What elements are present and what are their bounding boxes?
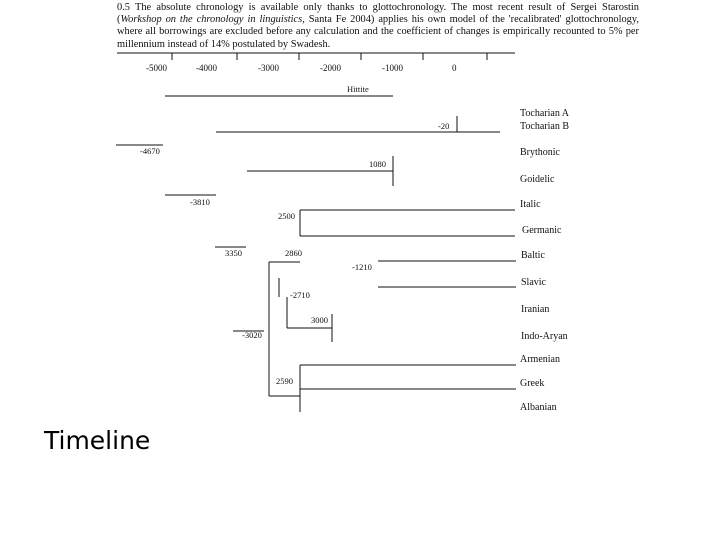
- axis-label: -2000: [320, 63, 341, 73]
- slide-caption: Timeline: [44, 426, 151, 455]
- language-label: Greek: [520, 378, 545, 389]
- hittite-label: Hittite: [347, 84, 369, 94]
- node-label: -3020: [242, 330, 262, 340]
- node-label: 2590: [276, 376, 293, 386]
- node-label: -1210: [352, 262, 372, 272]
- paragraph-italic-title: Workshop on the chronology in linguistics: [120, 14, 303, 26]
- node-label: 2500: [278, 211, 295, 221]
- node-label: -2710: [290, 290, 310, 300]
- language-label: Goidelic: [520, 174, 555, 185]
- node-label: 2860: [285, 248, 302, 258]
- axis-label: 0: [452, 63, 457, 73]
- language-label: Armenian: [520, 354, 560, 365]
- node-label: 3350: [225, 248, 242, 258]
- language-label: Albanian: [520, 402, 557, 413]
- paragraph-text-part-2: , Santa Fe 2004) applies his own model of the 'recalibrated' glottochronology, where all borrowings are excluded before any calculation and the coefficient of changes is empirically recounted to 5% per millennium instead of 14% postulated by Swadesh.: [117, 14, 639, 50]
- axis-label: -1000: [382, 63, 403, 73]
- language-label: Indo-Aryan: [521, 331, 568, 342]
- language-label: Brythonic: [520, 147, 560, 158]
- node-label: -3810: [190, 197, 210, 207]
- node-label: 3000: [311, 315, 328, 325]
- language-label: Germanic: [522, 225, 562, 236]
- axis-label: -5000: [146, 63, 167, 73]
- language-label: Baltic: [521, 250, 545, 261]
- paragraph-text-part-1: The absolute chronology is available only thanks to glottochronology. The most recent result of Sergei Starostin (: [117, 2, 639, 26]
- axis-label: -3000: [258, 63, 279, 73]
- axis-label: -4000: [196, 63, 217, 73]
- language-label: Tocharian B: [520, 121, 570, 132]
- language-label: Iranian: [521, 304, 550, 315]
- node-label: 1080: [369, 159, 386, 169]
- language-label: Italic: [520, 199, 541, 210]
- node-label: -20: [438, 121, 450, 131]
- language-label: Tocharian A: [520, 108, 570, 119]
- language-label: Slavic: [521, 277, 546, 288]
- paragraph-number: 0.5: [117, 2, 130, 13]
- node-label: -4670: [140, 146, 160, 156]
